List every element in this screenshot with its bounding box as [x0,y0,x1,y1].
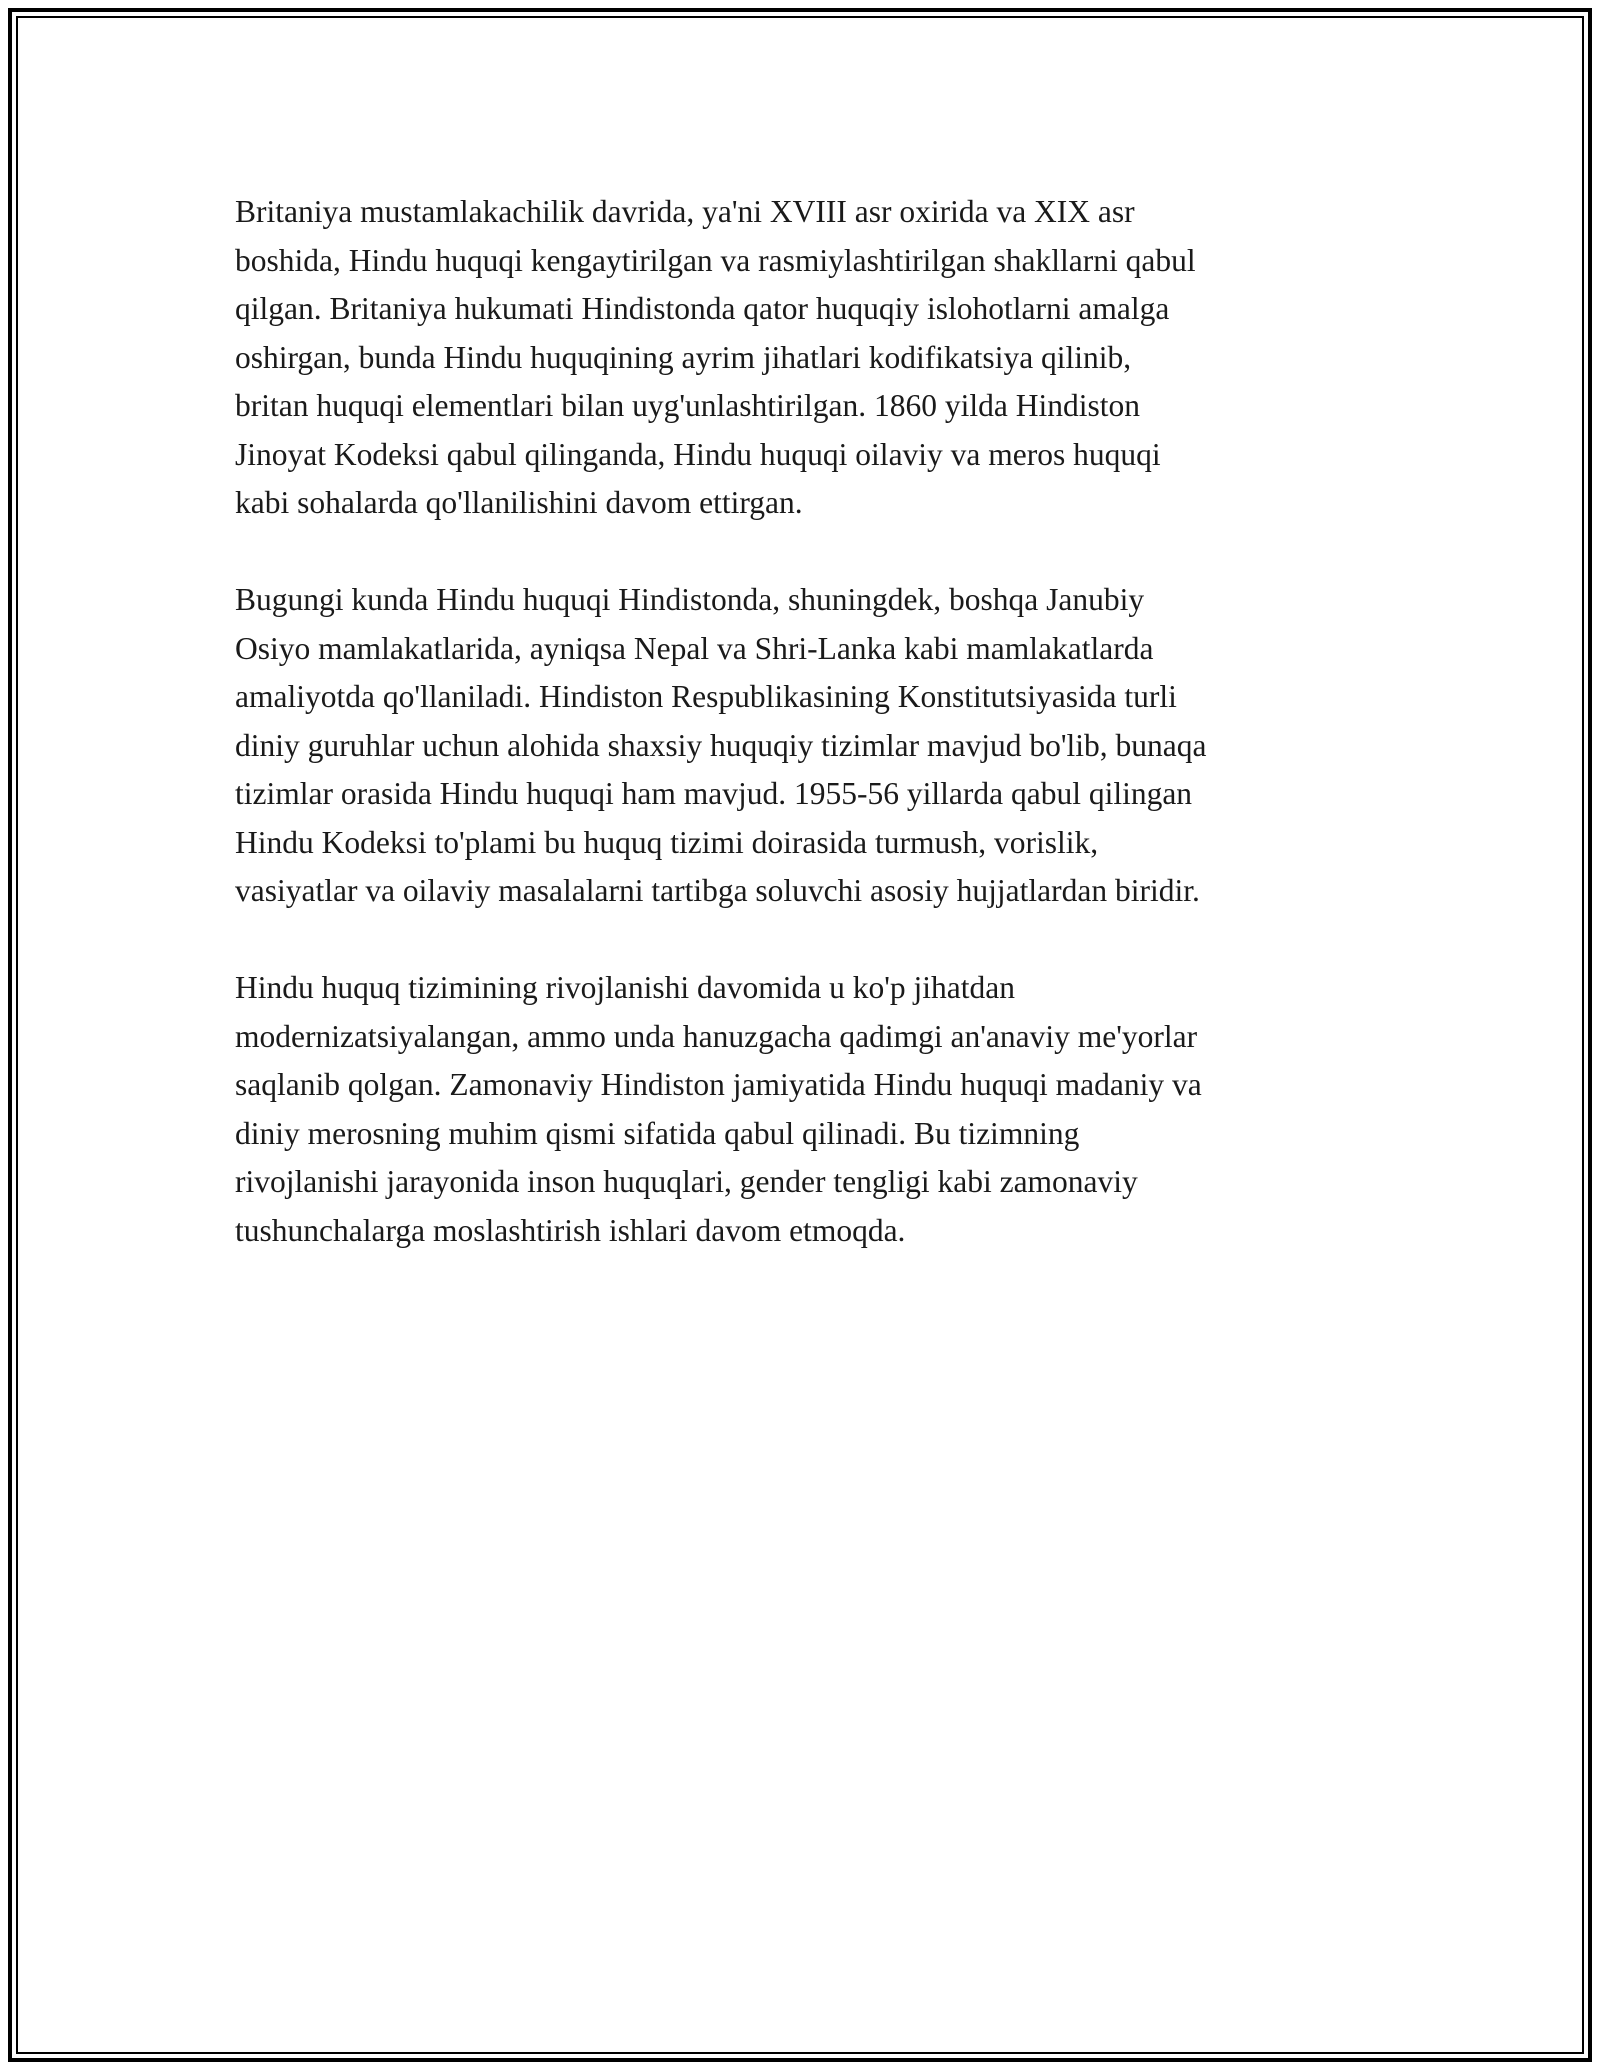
document-body [235,188,1385,1304]
paragraph-3: Hindu huquq tizimining rivojlanishi davomida u ko'p jihatdan modernizatsiyalangan, ammo unda hanuzgacha qadimgi an'anaviy me'yorlar saqlanib qolgan. Zamonaviy Hindiston jamiyatida Hindu huquqi madaniy va diniy merosning muhim qismi sifatida qabul qilinadi. Bu tizimning rivojlanishi jarayonida inson huquqlari, gender tengligi kabi zamonaviy tushunchalarga moslashtirish ishlari davom etmoqda. [235,970,1202,1248]
paragraph-1: Britaniya mustamlakachilik davrida, ya'ni XVIII asr oxirida va XIX asr boshida, Hindu huquqi kengaytirilgan va rasmiylashtirilgan shakllarni qabul qilgan. Britaniya hukumati Hindistonda qator huquqiy islohotlarni amalga oshirgan, bunda Hindu huquqining ayrim jihatlari kodifikatsiya qilinib, britan huquqi elementlari bilan uyg'unlashtirilgan. 1860 yilda Hindiston Jinoyat Kodeksi qabul qilinganda, Hindu huquqi oilaviy va meros huquqi kabi sohalarda qo'llanilishini davom ettirgan. [235,194,1196,520]
paragraph-2: Bugungi kunda Hindu huquqi Hindistonda, shuningdek, boshqa Janubiy Osiyo mamlakatlarida, ayniqsa Nepal va Shri-Lanka kabi mamlakatlarda amaliyotda qo'llaniladi. Hindiston Respublikasining Konstitutsiyasida turli diniy guruhlar uchun alohida shaxsiy huquqiy tizimlar mavjud bo'lib, bunaqa tizimlar orasida Hindu huquqi ham mavjud. 1955-56 yillarda qabul qilingan Hindu Kodeksi to'plami bu huquq tizimi doirasida turmush, vorislik, vasiyatlar va oilaviy masalalarni tartibga soluvchi asosiy hujjatlardan biridir. [235,582,1207,908]
